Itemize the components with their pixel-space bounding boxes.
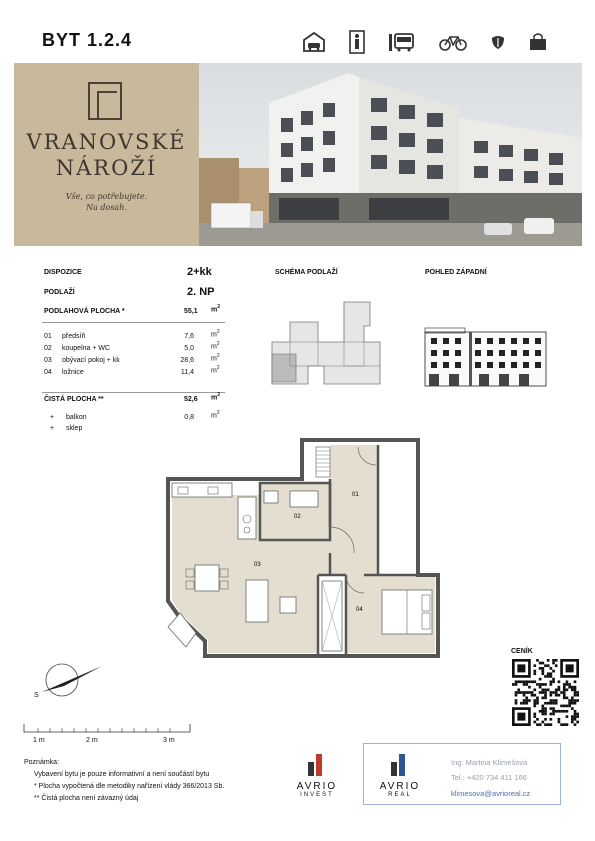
- extra-sign: +: [50, 414, 55, 421]
- layout-value: 2+kk: [187, 266, 212, 278]
- brand-name-line2: NÁROŽÍ: [55, 156, 158, 180]
- room-name: koupelna + WC: [62, 345, 111, 352]
- room-label-04: 04: [356, 607, 363, 613]
- room-number: 03: [44, 357, 52, 364]
- room-name: předsíň: [62, 333, 86, 340]
- unit: m: [211, 355, 217, 363]
- net-area-label: ČISTÁ PLOCHA **: [44, 396, 104, 403]
- unit: m: [211, 412, 217, 420]
- apartment-title: BYT 1.2.4: [42, 30, 133, 50]
- floor-label: PODLAŽÍ: [44, 289, 75, 296]
- unit-exponent: 2: [217, 392, 221, 398]
- floor-scheme-title: SCHÉMA PODLAŽÍ: [275, 269, 338, 276]
- net-area-value: 52,6: [184, 396, 198, 403]
- price-list-label: CENÍK: [511, 648, 533, 655]
- room-label-02: 02: [294, 514, 301, 520]
- room-name: ložnice: [62, 369, 84, 376]
- extra-row: [44, 410, 224, 425]
- contact-name: Ing. Martina Klimešová: [451, 758, 528, 767]
- floor-area-value: 55,1: [184, 308, 198, 315]
- notes-title: Poznámka:: [24, 759, 60, 766]
- scale-bar: [20, 722, 195, 734]
- room-area-unit: [211, 353, 220, 362]
- unit-exponent: 2: [216, 341, 220, 347]
- elevator-icon: [349, 30, 365, 54]
- room-name: obývací pokoj + kk: [62, 357, 120, 364]
- unit-exponent: 2: [216, 329, 220, 335]
- contact-phone[interactable]: Tel.: +420 734 411 166: [451, 773, 527, 782]
- avrio-invest-mark-icon: [306, 752, 328, 778]
- extra-name: balkon: [66, 414, 87, 421]
- room-area: 5,0: [184, 345, 194, 352]
- avrio-real-mark-icon: [389, 752, 411, 778]
- layout-label: DISPOZICE: [44, 269, 82, 276]
- notes-line3: ** Čistá plocha není závazný údaj: [34, 795, 139, 802]
- public-transport-icon: [388, 31, 416, 53]
- extra-sign: +: [50, 425, 55, 432]
- room-area: 28,6: [180, 357, 194, 364]
- building-photo: [199, 63, 582, 246]
- unit: m: [211, 343, 217, 351]
- unit: m: [211, 367, 217, 375]
- room-number: 04: [44, 369, 52, 376]
- room-number: 01: [44, 333, 52, 340]
- real-name: AVRIO: [379, 781, 421, 792]
- invest-name: AVRIO: [296, 781, 338, 792]
- notes-line2: * Plocha vypočtená dle metodiky nařízení vlády 366/2013 Sb.: [34, 783, 225, 790]
- room-row: [44, 353, 224, 369]
- unit-exponent: 2: [217, 304, 221, 310]
- room-row: [44, 365, 224, 381]
- room-area: 11,4: [180, 369, 194, 376]
- west-view-title: POHLED ZÁPADNÍ: [425, 269, 487, 276]
- room-area-unit: [211, 329, 220, 338]
- west-elevation: [423, 326, 548, 388]
- real-sub: REAL: [388, 792, 412, 798]
- avrio-invest-logo: [292, 752, 342, 798]
- qr-code[interactable]: [512, 659, 579, 726]
- compass-label: S: [34, 692, 39, 699]
- floor-value: 2. NP: [187, 286, 215, 298]
- scale-2m: 2 m: [86, 737, 98, 744]
- room-number: 02: [44, 345, 52, 352]
- extra-name: sklep: [66, 425, 83, 432]
- contact-email[interactable]: klimesova@avrioreal.cz: [451, 789, 531, 798]
- room-row: [44, 341, 224, 357]
- slogan-line1: Vše, co potřebujete.: [65, 192, 148, 201]
- brand-logo: [88, 82, 122, 120]
- room-list: [44, 329, 224, 381]
- net-area-unit: [211, 392, 220, 401]
- unit-exponent: 2: [216, 365, 220, 371]
- floor-scheme: [268, 296, 388, 386]
- divider: [42, 322, 225, 323]
- garden-icon: [490, 34, 506, 50]
- notes-line1: Vybavení bytu je pouze informativní a není součástí bytu: [34, 771, 210, 778]
- unit: m: [211, 394, 218, 402]
- room-row: [44, 329, 224, 345]
- invest-sub: INVEST: [300, 792, 334, 798]
- room-area: 7,6: [184, 333, 194, 340]
- slogan-line2: Na dosah.: [86, 203, 127, 212]
- north-arrow-icon: [34, 660, 106, 702]
- floor-plan: [150, 435, 450, 660]
- divider: [42, 392, 225, 393]
- scale-1m: 1 m: [33, 737, 45, 744]
- unit: m: [211, 331, 217, 339]
- extra-area-unit: [211, 410, 220, 419]
- unit: m: [211, 306, 218, 314]
- room-label-03: 03: [254, 562, 261, 568]
- floor-area-label: PODLAHOVÁ PLOCHA *: [44, 308, 125, 315]
- extra-area: 0,8: [184, 414, 194, 421]
- brand-slogan: [14, 191, 199, 213]
- room-area-unit: [211, 341, 220, 350]
- garage-icon: [302, 31, 326, 53]
- scale-3m: 3 m: [163, 737, 175, 744]
- brand-name-line1: VRANOVSKÉ: [26, 130, 187, 154]
- room-area-unit: [211, 365, 220, 374]
- amenity-icons: [302, 29, 547, 55]
- avrio-real-logo: [373, 752, 427, 798]
- room-label-01: 01: [352, 492, 359, 498]
- bicycle-icon: [439, 32, 467, 52]
- shopping-icon: [529, 33, 547, 51]
- unit-exponent: 2: [216, 410, 220, 416]
- extras-list: [44, 410, 224, 436]
- unit-exponent: 2: [216, 353, 220, 359]
- floor-area-unit: [211, 304, 220, 313]
